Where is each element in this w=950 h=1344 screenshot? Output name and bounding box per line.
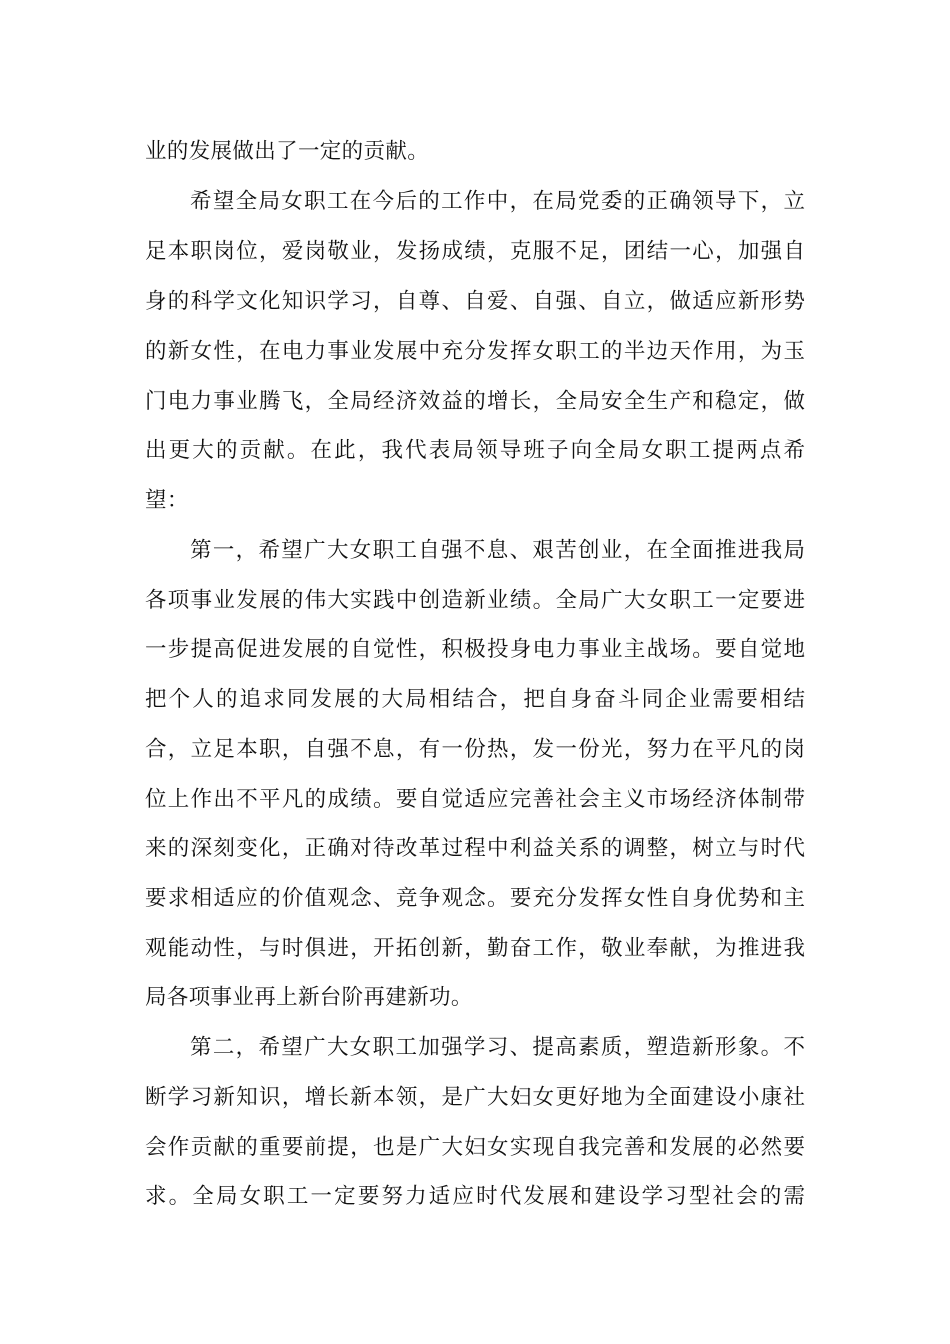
text-line: 局各项事业再上新台阶再建新功。 [145,985,473,1010]
text-line: 把个人的追求同发展的大局相结合，把自身奋斗同企业需要相结 [145,687,805,712]
text-line: 身的科学文化知识学习，自尊、自爱、自强、自立，做适应新形势 [145,289,805,314]
text-line: 出更大的贡献。在此，我代表局领导班子向全局女职工提两点希 [145,438,805,463]
text-line: 业的发展做出了一定的贡献。 [145,139,430,164]
text-line: 求。全局女职工一定要努力适应时代发展和建设学习型社会的需 [145,1184,805,1209]
paragraph-first-line: 希望全局女职工在今后的工作中，在局党委的正确领导下，立 [190,189,805,214]
text-line: 合，立足本职，自强不息，有一份热，发一份光，努力在平凡的岗 [145,737,805,762]
text-line: 观能动性，与时俱进，开拓创新，勤奋工作，敬业奉献，为推进我 [145,936,805,961]
text-line: 要求相适应的价值观念、竞争观念。要充分发挥女性自身优势和主 [145,886,805,911]
text-line: 望： [145,488,189,513]
text-line: 来的深刻变化，正确对待改革过程中利益关系的调整，树立与时代 [145,836,805,861]
text-line: 断学习新知识，增长新本领，是广大妇女更好地为全面建设小康社 [145,1085,805,1110]
text-line: 各项事业发展的伟大实践中创造新业绩。全局广大女职工一定要进 [145,588,805,613]
text-line: 位上作出不平凡的成绩。要自觉适应完善社会主义市场经济体制带 [145,787,805,812]
paragraph-first-line: 第二，希望广大女职工加强学习、提高素质，塑造新形象。不 [190,1035,805,1060]
text-line: 会作贡献的重要前提，也是广大妇女实现自我完善和发展的必然要 [145,1135,805,1160]
text-line: 门电力事业腾飞，全局经济效益的增长，全局安全生产和稳定，做 [145,389,805,414]
text-line: 一步提高促进发展的自觉性，积极投身电力事业主战场。要自觉地 [145,637,805,662]
text-line: 的新女性，在电力事业发展中充分发挥女职工的半边天作用，为玉 [145,339,805,364]
text-line: 足本职岗位，爱岗敬业，发扬成绩，克服不足，团结一心，加强自 [145,239,805,264]
paragraph-first-line: 第一，希望广大女职工自强不息、艰苦创业，在全面推进我局 [190,538,805,563]
